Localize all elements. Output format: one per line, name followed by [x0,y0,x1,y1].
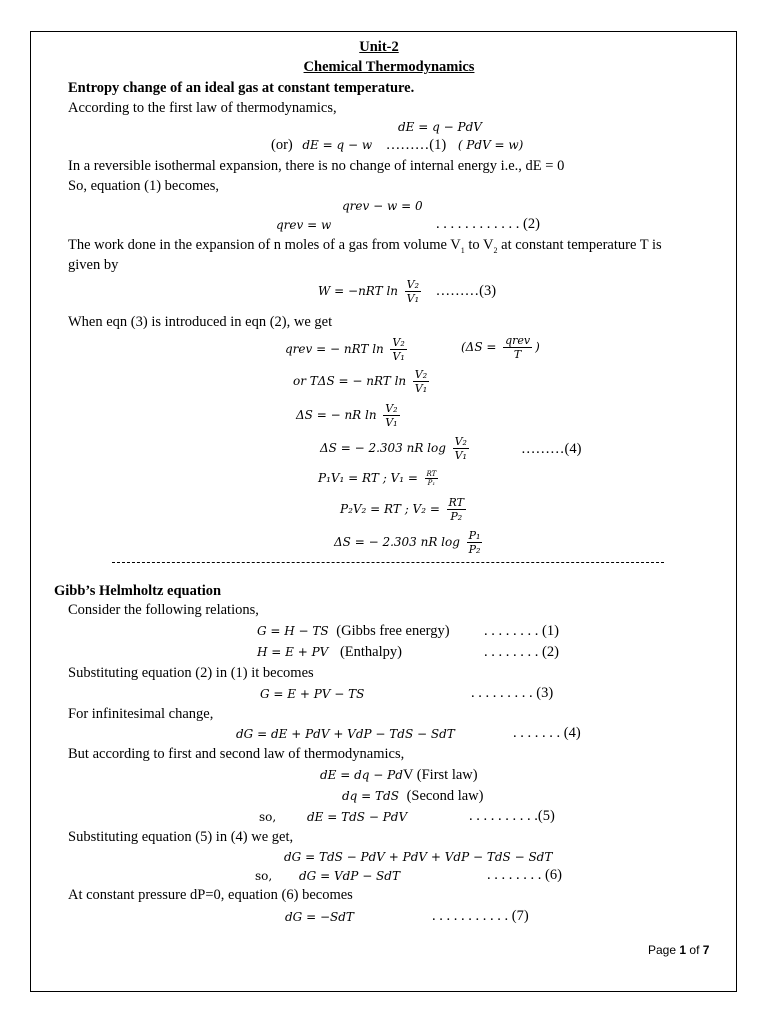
section2-heading: Gibb’s Helmholtz equation [54,583,222,599]
fraction-den: V₁ [406,292,419,306]
equation-line [285,334,410,364]
page-word: Page [648,943,677,957]
equation-tag: . . . . . . . . . .(5) [469,808,555,824]
page-total: 7 [702,943,710,957]
equation: qrev − w = 0 [342,199,423,213]
paragraph-text: at constant temperature T is [497,237,662,253]
equation: ΔS = − 2.303 nR log [334,535,460,549]
unit-title: Unit-2 [359,39,399,55]
equation: dG = VdP − SdT [299,869,400,883]
equation: ) [535,340,540,354]
equation: dq = TdS [342,789,399,803]
equation: or TΔS = − nRT ln [293,374,407,388]
fraction-den: P₂ [468,543,481,557]
equation-line [318,276,496,306]
equation-line [257,643,402,661]
equation: dE = dq − Pd [320,768,403,782]
equation-tag: . . . . . . . . (6) [487,867,562,883]
equation-so: so, [259,810,277,824]
equation: ΔS = − 2.303 nR log [320,441,446,455]
subscript: 1 [460,245,465,255]
equation: dG = dE + PdV + VdP − TdS − SdT [236,727,455,741]
equation-tag: . . . . . . . (4) [513,725,581,741]
fraction-num: qrev [505,334,531,348]
fraction-rt-p2 [447,496,466,523]
fraction-num: V₂ [414,368,428,382]
fraction-num: P₁ [468,529,481,543]
subject-title: Chemical Thermodynamics [303,59,475,75]
fraction-den: P₁ [427,479,436,488]
equation: G = H − TS [257,624,329,638]
paragraph: Substituting equation (2) in (1) it becomes [68,665,314,681]
fraction-num: RT [426,470,437,479]
fraction-den: V₁ [414,382,428,396]
paragraph: When eqn (3) is introduced in eqn (2), we get [68,314,333,330]
equation-line [320,766,478,784]
equation-tag: ………(3) [435,283,497,299]
fraction-v2-v1 [390,336,406,363]
fraction-num: V₂ [454,435,467,449]
equation-line [320,433,472,463]
equation: H = E + PV [257,645,329,659]
equation-tag: . . . . . . . . . . . (7) [432,908,529,924]
fraction-v2-v1 [383,402,399,429]
paragraph: Consider the following relations, [68,602,259,618]
equation-tag: ………(4) [521,441,582,457]
paragraph: But according to first and second law of thermodynamics, [68,746,405,762]
equation-label: V (First law) [402,767,478,783]
equation: dG = −SdT [285,910,354,924]
equation: dE = q − w [302,138,373,152]
paragraph: According to the first law of thermodynamics, [68,100,337,116]
paragraph-text: The work done in the expansion of n moles of a gas from volume V [68,237,461,253]
fraction-rt-p1 [425,470,439,487]
paragraph: given by [68,257,119,273]
paragraph: At constant pressure dP=0, equation (6) becomes [68,887,353,903]
fraction-den: P₂ [450,510,463,524]
equation-label: (Second law) [406,788,484,804]
equation: G = E + PV − TS [260,687,365,701]
fraction-v2-v1 [413,368,429,395]
equation-tag: ………(1) [385,137,447,153]
equation-line [293,366,432,396]
equation-line [334,527,485,557]
of-word: of [689,943,700,957]
equation-note: ( PdV = w) [457,138,524,152]
subscript: 2 [493,245,498,255]
fraction-v2-v1 [405,278,421,305]
fraction-den: T [513,348,522,362]
equation-note [461,332,540,362]
equation: dG = TdS − PdV + PdV + VdP − TdS − SdT [284,850,553,864]
equation-tag: . . . . . . . . . (3) [471,685,554,701]
fraction-den: V₁ [392,350,405,364]
equation: qrev = − nRT ln [285,342,384,356]
page-current: 1 [679,943,687,957]
fraction-p1-p2 [467,529,483,556]
fraction-v2-v1 [453,435,469,462]
equation-label: (Gibbs free energy) [336,623,450,639]
paragraph: So, equation (1) becomes, [68,178,220,194]
equation: dE = TdS − PdV [307,810,408,824]
equation-line [257,622,450,640]
equation-line [342,787,483,805]
equation: W = −nRT ln [318,284,399,298]
equation-tag: . . . . . . . . . . . . (2) [436,216,540,232]
equation: (ΔS = [461,340,497,354]
equation-so: so, [255,869,273,883]
equation: qrev = w [276,218,332,232]
page-number [648,943,709,957]
paragraph: For infinitesimal change, [68,706,214,722]
equation-label: (Enthalpy) [339,644,402,660]
fraction-num: V₂ [392,336,405,350]
paragraph: Substituting equation (5) in (4) we get, [68,829,294,845]
section1-heading: Entropy change of an ideal gas at constant temperature. [68,80,415,96]
fraction-num: V₂ [406,278,419,292]
equation: P₂V₂ = RT ; V₂ = [340,502,440,516]
equation-line [318,465,441,491]
fraction-den: V₁ [385,416,398,430]
equation: ΔS = − nR ln [296,408,377,422]
fraction-qrev-t [503,334,532,361]
equation-line [296,400,403,430]
equation: dE = q − PdV [398,120,482,134]
equation-line [271,136,523,154]
equation: P₁V₁ = RT ; V₁ = [318,471,418,485]
equation-tag: . . . . . . . . (2) [484,644,559,660]
fraction-den: V₁ [454,449,467,463]
equation-line [340,494,469,524]
fraction-num: RT [448,496,464,510]
paragraph [68,236,662,260]
equation-tag: . . . . . . . . (1) [484,623,559,639]
equation-prefix: (or) [271,137,293,153]
fraction-num: V₂ [385,402,398,416]
paragraph-text: to V [464,237,494,253]
section-divider [112,562,664,563]
paragraph: In a reversible isothermal expansion, there is no change of internal energy i.e., dE = 0 [68,158,565,174]
